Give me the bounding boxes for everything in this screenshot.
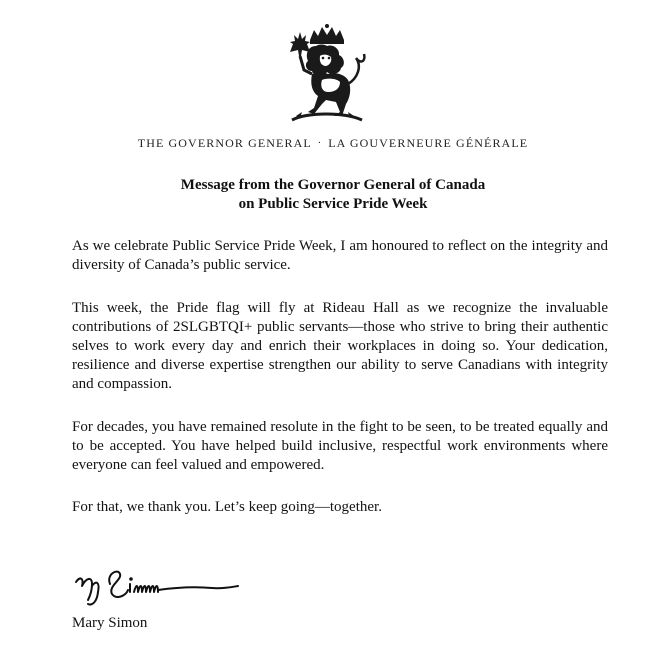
paragraph-1: As we celebrate Public Service Pride Week, I am honoured to reflect on the integrity and diversity of Canada’s public service. [72, 238, 608, 273]
governor-general-crest-icon [278, 24, 376, 124]
office-title-french: LA GOUVERNEURE GÉNÉRALE [328, 136, 529, 150]
letterhead-separator: · [317, 138, 323, 149]
paragraph-3: For decades, you have remained resolute in the fight to be seen, to be treated equally and to be accepted. You have helped build inclusive, respectful work environments where everyone can feel valued and empowered. [72, 419, 608, 473]
message-title-line-2: on Public Service Pride Week [238, 196, 428, 212]
handwritten-signature [72, 562, 242, 608]
office-title-english: THE GOVERNOR GENERAL [137, 136, 312, 150]
message-title [0, 176, 666, 214]
letterhead-office-line [0, 136, 666, 151]
signatory-name: Mary Simon [72, 615, 148, 631]
paragraph-2: This week, the Pride flag will fly at Rideau Hall as we recognize the invaluable contributions of 2SLGBTQI+ public servants—those who strive to bring their authentic selves to work every day and enrich their workplaces in doing so. Your dedication, resilience and diverse expertise strengthen our ability to serve Canadians with integrity and compassion. [72, 300, 608, 392]
paragraph-4: For that, we thank you. Let’s keep going—together. [72, 499, 382, 515]
message-title-line-1: Message from the Governor General of Canada [180, 177, 486, 193]
